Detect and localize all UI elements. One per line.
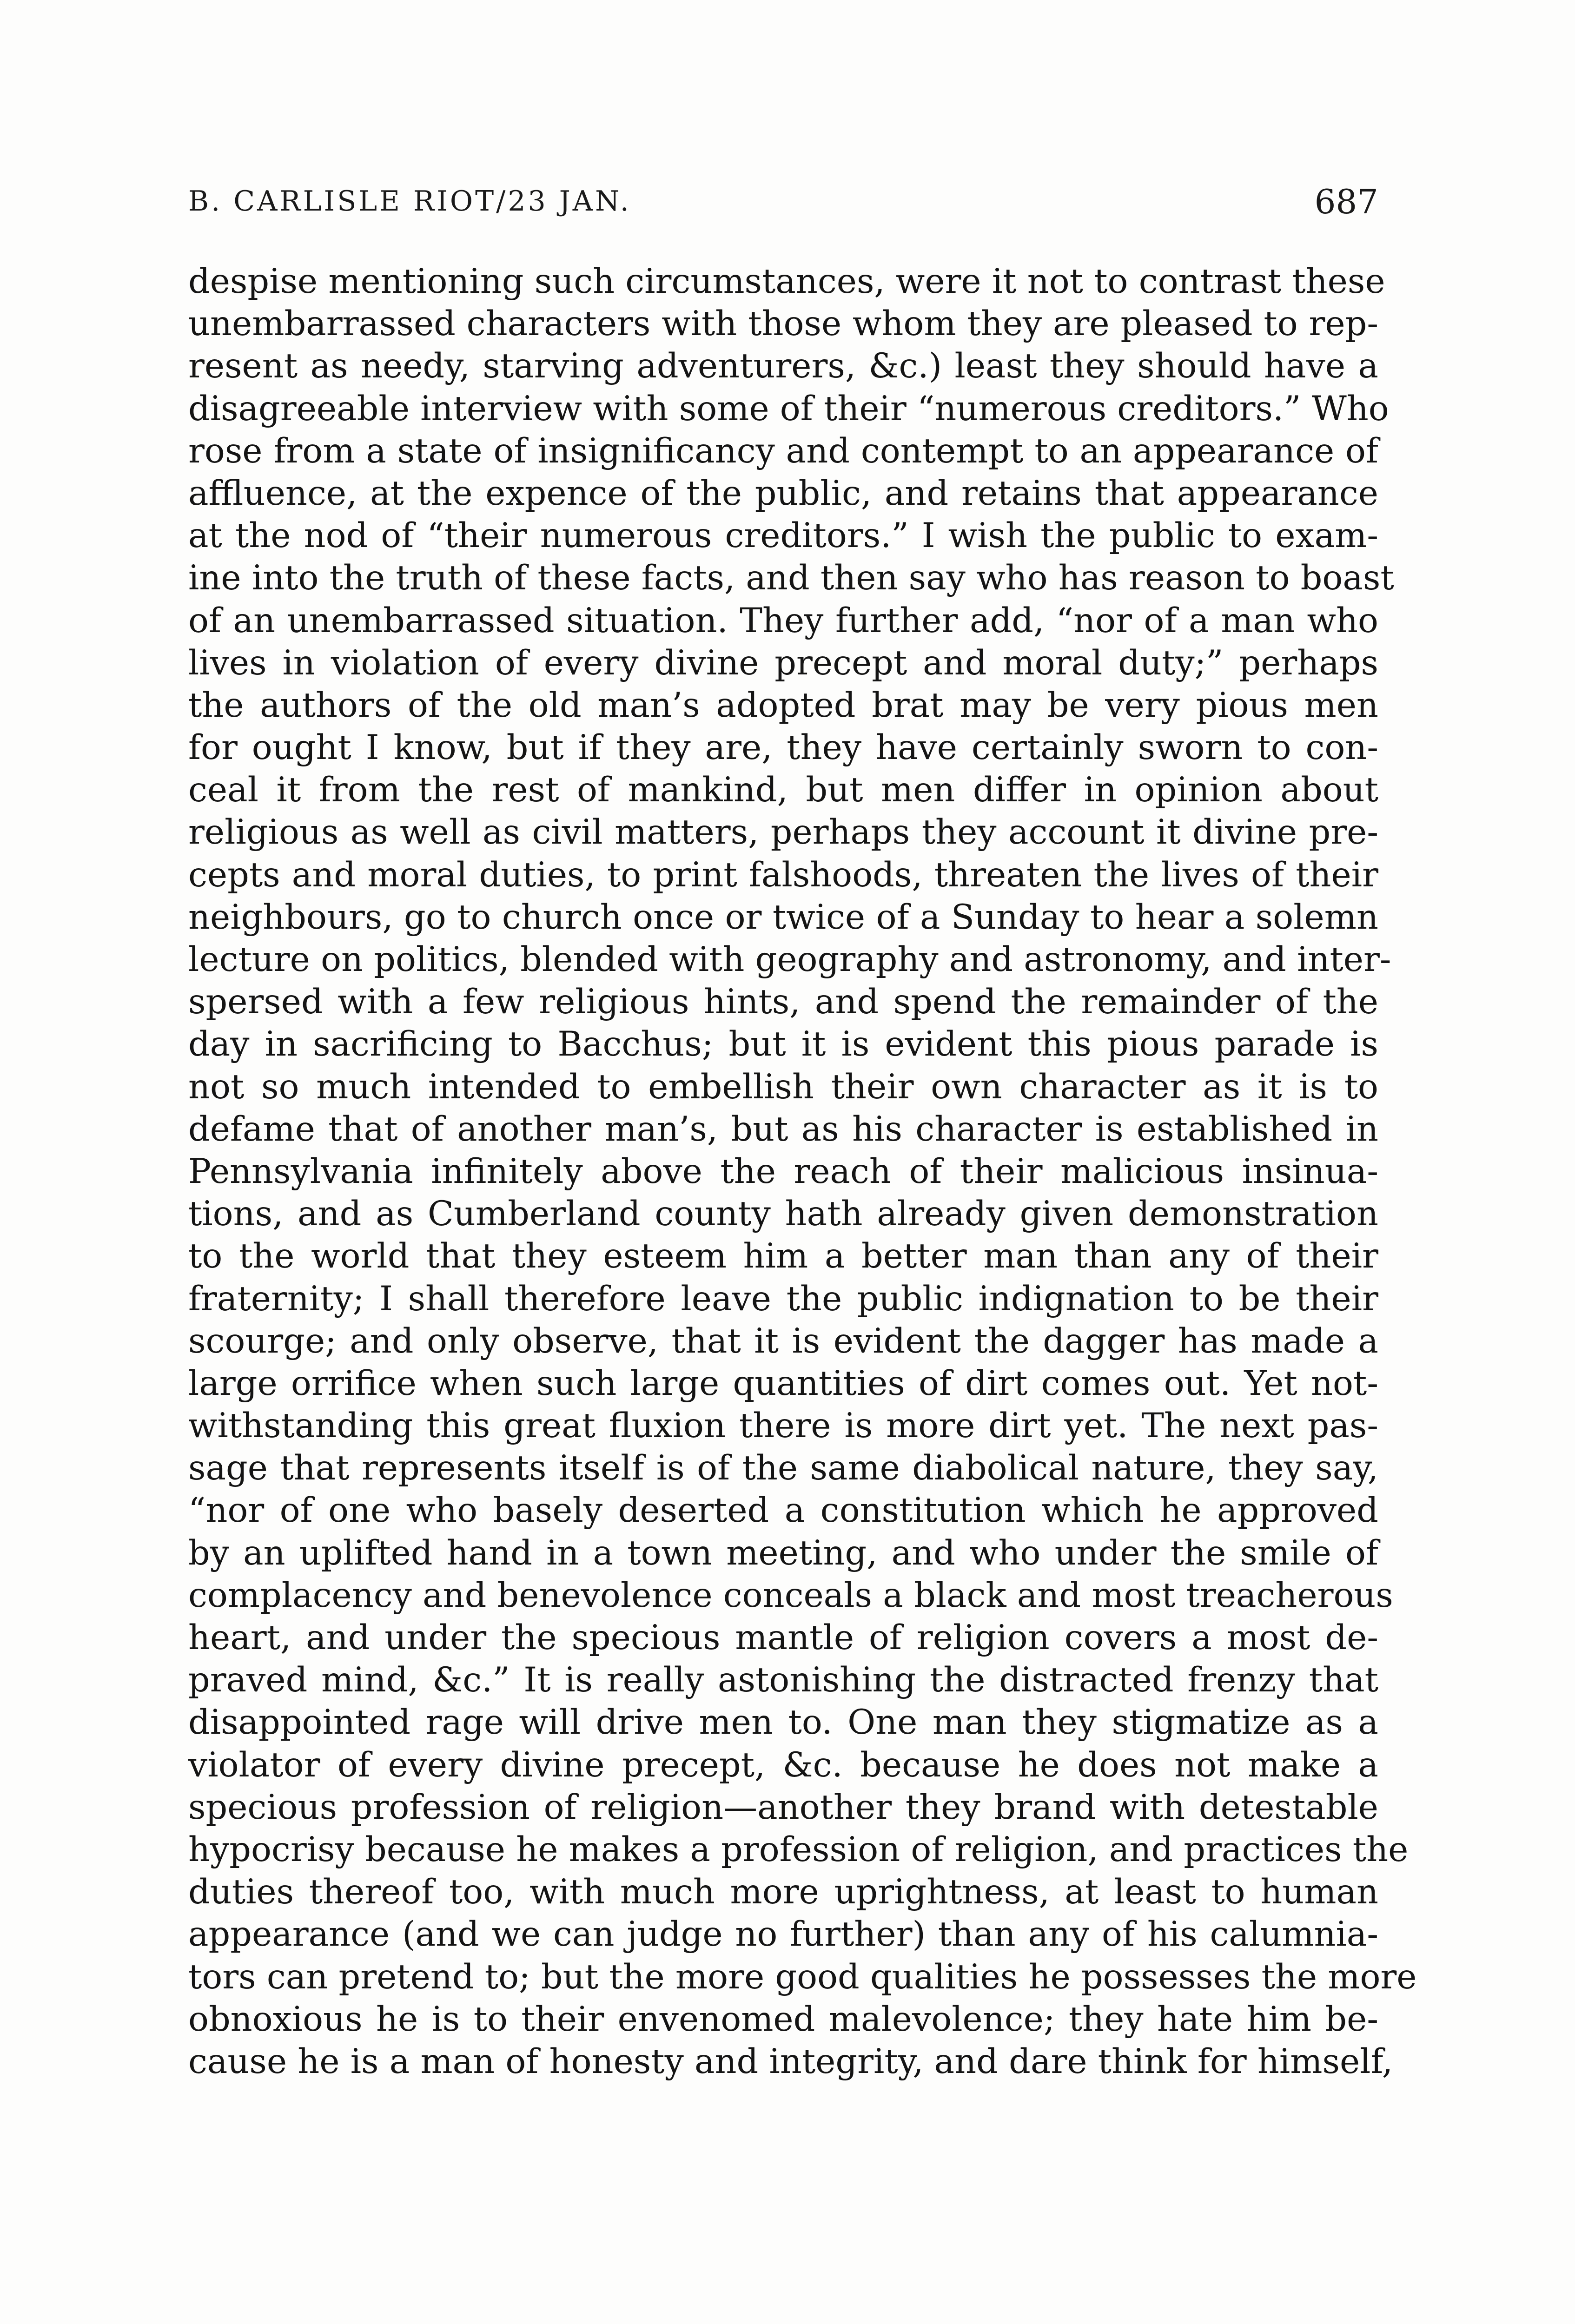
running-title: B. CARLISLE RIOT/23 JAN.	[188, 185, 631, 218]
text-line: cause he is a man of honesty and integrity, and dare think for himself,	[188, 2041, 1393, 2081]
text-line: scourge; and only observe, that it is evident the dagger has made a	[188, 1321, 1378, 1361]
page-number: 687	[1314, 182, 1378, 221]
text-line: duties thereof too, with much more uprightness, at least to human	[188, 1872, 1378, 1912]
text-line: for ought I know, but if they are, they have certainly sworn to con-	[188, 728, 1378, 768]
text-line: heart, and under the specious mantle of religion covers a most de-	[188, 1618, 1378, 1657]
text-line: rose from a state of insignificancy and contempt to an appearance of	[188, 431, 1378, 471]
text-line: “nor of one who basely deserted a constitution which he approved	[188, 1491, 1378, 1531]
text-line: affluence, at the expence of the public, and retains that appearance	[188, 473, 1378, 513]
text-line: appearance (and we can judge no further) than any of his calumnia-	[188, 1915, 1378, 1954]
text-line: not so much intended to embellish their own character as it is to	[188, 1067, 1378, 1107]
text-line: tors can pretend to; but the more good qualities he possesses the more	[188, 1957, 1417, 1997]
text-line: disappointed rage will drive men to. One man they stigmatize as a	[188, 1703, 1378, 1743]
text-line: cepts and moral duties, to print falshoods, threaten the lives of their	[188, 855, 1378, 895]
text-line: ine into the truth of these facts, and then say who has reason to boast	[188, 558, 1394, 598]
text-line: by an uplifted hand in a town meeting, and who under the smile of	[188, 1533, 1378, 1573]
text-line: despise mentioning such circumstances, were it not to contrast these	[188, 262, 1385, 301]
text-line: sage that represents itself is of the same diabolical nature, they say,	[188, 1448, 1378, 1488]
text-line: hypocrisy because he makes a profession of religion, and practices the	[188, 1829, 1409, 1869]
text-line: unembarrassed characters with those whom they are pleased to rep-	[188, 304, 1378, 344]
text-line: lives in violation of every divine precept and moral duty;” perhaps	[188, 643, 1378, 683]
text-line: complacency and benevolence conceals a black and most treacherous	[188, 1575, 1393, 1615]
text-line: specious profession of religion—another they brand with detestable	[188, 1787, 1378, 1827]
text-line: lecture on politics, blended with geography and astronomy, and inter-	[188, 940, 1391, 979]
text-line: obnoxious he is to their envenomed malevolence; they hate him be-	[188, 1999, 1378, 2039]
text-line: neighbours, go to church once or twice of a Sunday to hear a solemn	[188, 897, 1378, 937]
text-line: withstanding this great fluxion there is more dirt yet. The next pas-	[188, 1406, 1378, 1446]
text-line: defame that of another man’s, but as his character is established in	[188, 1109, 1378, 1149]
text-line: at the nod of “their numerous creditors.” I wish the public to exam-	[188, 516, 1378, 556]
text-line: religious as well as civil matters, perhaps they account it divine pre-	[188, 812, 1378, 852]
text-line: praved mind, &c.” It is really astonishing the distracted frenzy that	[188, 1660, 1378, 1700]
text-line: of an unembarrassed situation. They further add, “nor of a man who	[188, 601, 1378, 640]
text-line: violator of every divine precept, &c. because he does not make a	[188, 1745, 1378, 1785]
running-head	[188, 182, 1378, 224]
text-line: large orrifice when such large quantities of dirt comes out. Yet not-	[188, 1363, 1378, 1403]
text-line: to the world that they esteem him a better man than any of their	[188, 1236, 1378, 1276]
text-line: disagreeable interview with some of their “numerous creditors.” Who	[188, 389, 1389, 429]
text-line: resent as needy, starving adventurers, &c.) least they should have a	[188, 346, 1378, 386]
text-line: day in sacrificing to Bacchus; but it is evident this pious parade is	[188, 1024, 1378, 1064]
body-paragraph	[188, 260, 1417, 2083]
text-line: Pennsylvania infinitely above the reach of their malicious insinua-	[188, 1151, 1378, 1191]
text-line: tions, and as Cumberland county hath already given demonstration	[188, 1194, 1378, 1234]
text-line: the authors of the old man’s adopted brat may be very pious men	[188, 685, 1378, 725]
text-line: fraternity; I shall therefore leave the public indignation to be their	[188, 1279, 1378, 1319]
text-line: spersed with a few religious hints, and spend the remainder of the	[188, 982, 1378, 1022]
text-line: ceal it from the rest of mankind, but men differ in opinion about	[188, 770, 1378, 810]
